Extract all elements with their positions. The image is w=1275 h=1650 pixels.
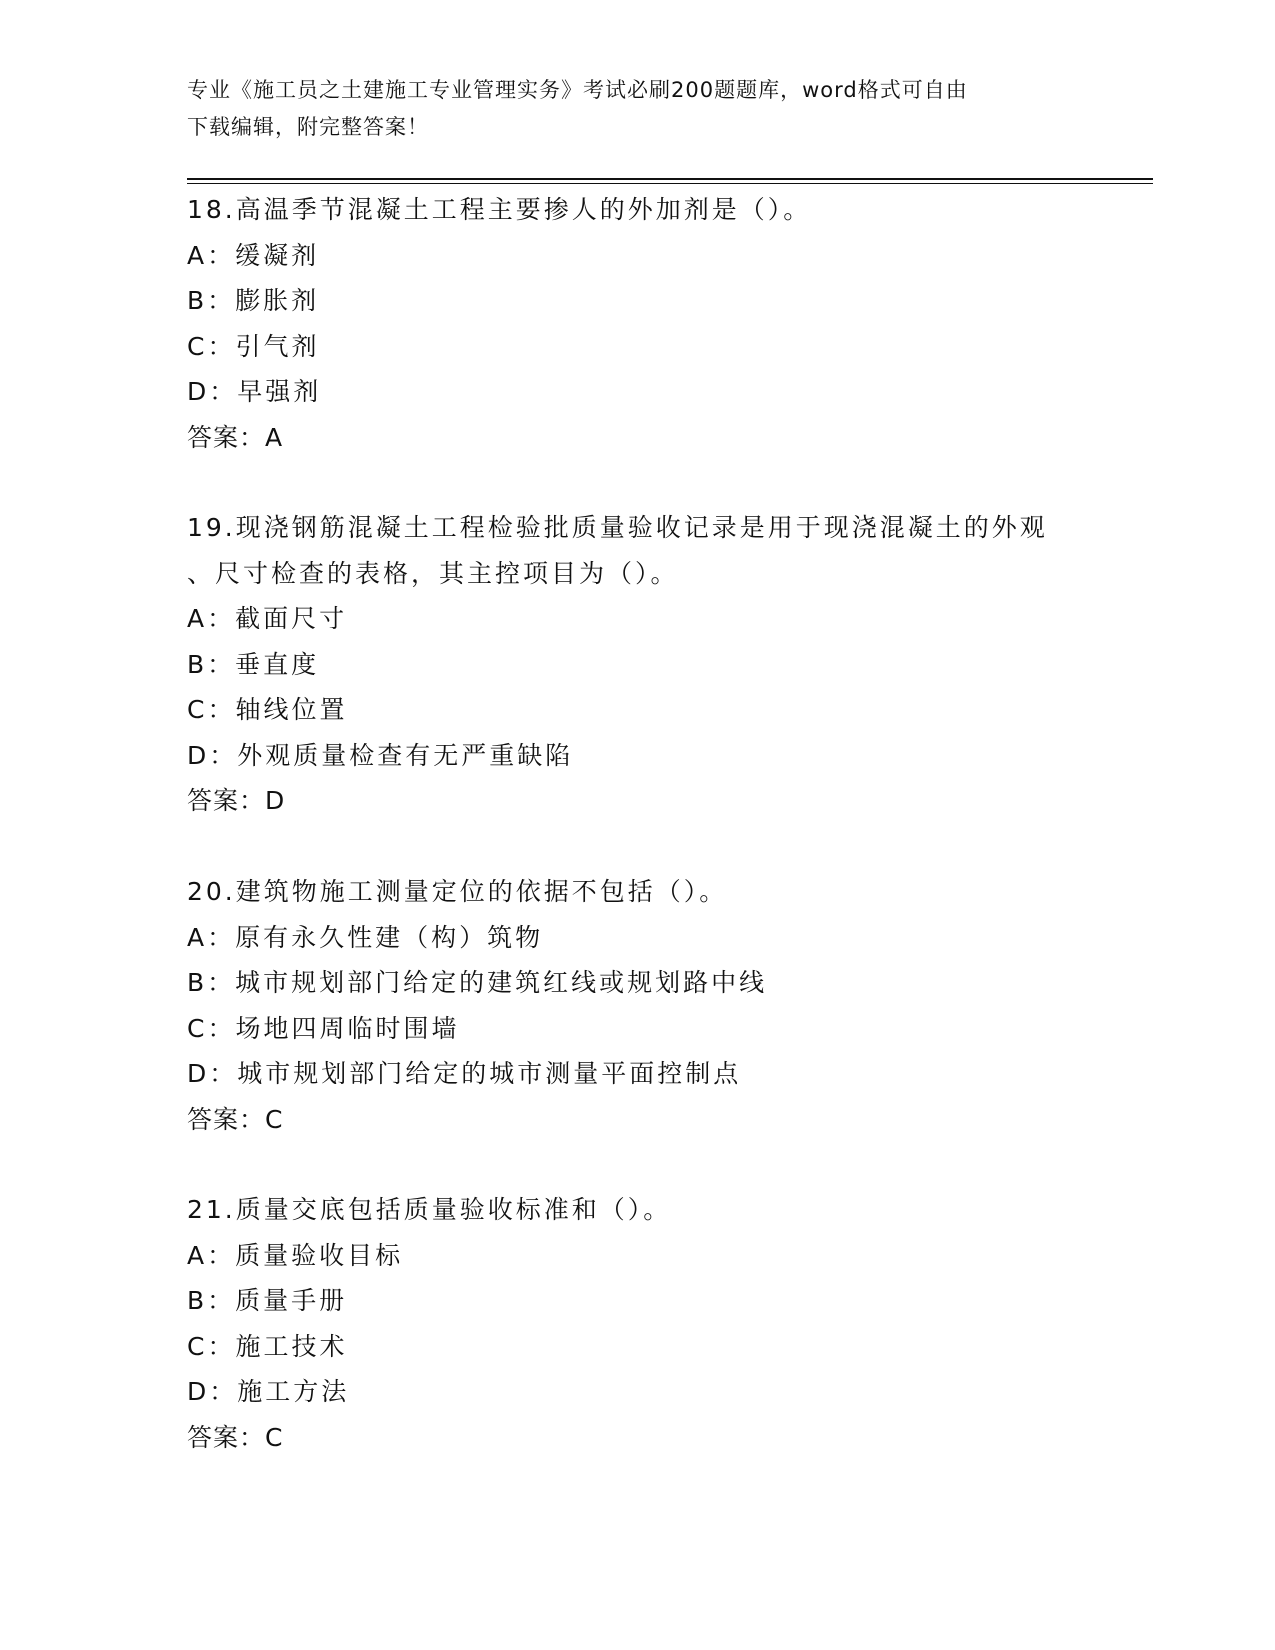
option-d: D：城市规划部门给定的城市测量平面控制点 bbox=[187, 1059, 742, 1088]
option-d: D：外观质量检查有无严重缺陷 bbox=[187, 740, 574, 770]
option-b: B：膨胀剂 bbox=[187, 286, 320, 315]
document-header bbox=[187, 72, 1077, 146]
question-stem-line-1: 19.现浇钢筋混凝土工程检验批质量验收记录是用于现浇混凝土的外观 bbox=[187, 513, 1048, 542]
answer: 答案：C bbox=[187, 1422, 284, 1452]
option-b: B：质量手册 bbox=[187, 1286, 348, 1315]
question-stem: 21.质量交底包括质量验收标准和（）。 bbox=[187, 1195, 672, 1224]
answer: 答案：D bbox=[187, 786, 286, 815]
option-a: A：缓凝剂 bbox=[187, 240, 320, 270]
option-d: D：施工方法 bbox=[187, 1377, 350, 1406]
question-21 bbox=[187, 1187, 1087, 1460]
option-c: C：场地四周临时围墙 bbox=[187, 1013, 460, 1043]
header-line-1: 专业《施工员之土建施工专业管理实务》考试必刷200题题库，word格式可自由 bbox=[187, 78, 968, 102]
question-stem: 18.高温季节混凝土工程主要掺人的外加剂是（）。 bbox=[187, 195, 812, 224]
option-c: C：轴线位置 bbox=[187, 695, 348, 724]
option-d: D：早强剂 bbox=[187, 377, 322, 406]
question-20 bbox=[187, 869, 1087, 1142]
question-stem: 20.建筑物施工测量定位的依据不包括（）。 bbox=[187, 877, 728, 906]
question-stem-line-2: 、尺寸检查的表格，其主控项目为（）。 bbox=[187, 558, 679, 588]
option-a: A：截面尺寸 bbox=[187, 604, 348, 633]
answer: 答案：A bbox=[187, 422, 284, 452]
question-18 bbox=[187, 187, 1087, 460]
header-line-2: 下载编辑，附完整答案！ bbox=[187, 115, 429, 139]
header-divider-thick bbox=[187, 178, 1153, 180]
option-a: A：质量验收目标 bbox=[187, 1240, 404, 1270]
option-b: B：城市规划部门给定的建筑红线或规划路中线 bbox=[187, 968, 768, 997]
answer: 答案：C bbox=[187, 1104, 284, 1134]
question-19 bbox=[187, 505, 1087, 824]
option-c: C：施工技术 bbox=[187, 1331, 348, 1361]
option-a: A：原有永久性建（构）筑物 bbox=[187, 922, 544, 952]
option-c: C：引气剂 bbox=[187, 331, 320, 361]
option-b: B：垂直度 bbox=[187, 649, 320, 679]
header-divider-thin bbox=[187, 183, 1153, 184]
